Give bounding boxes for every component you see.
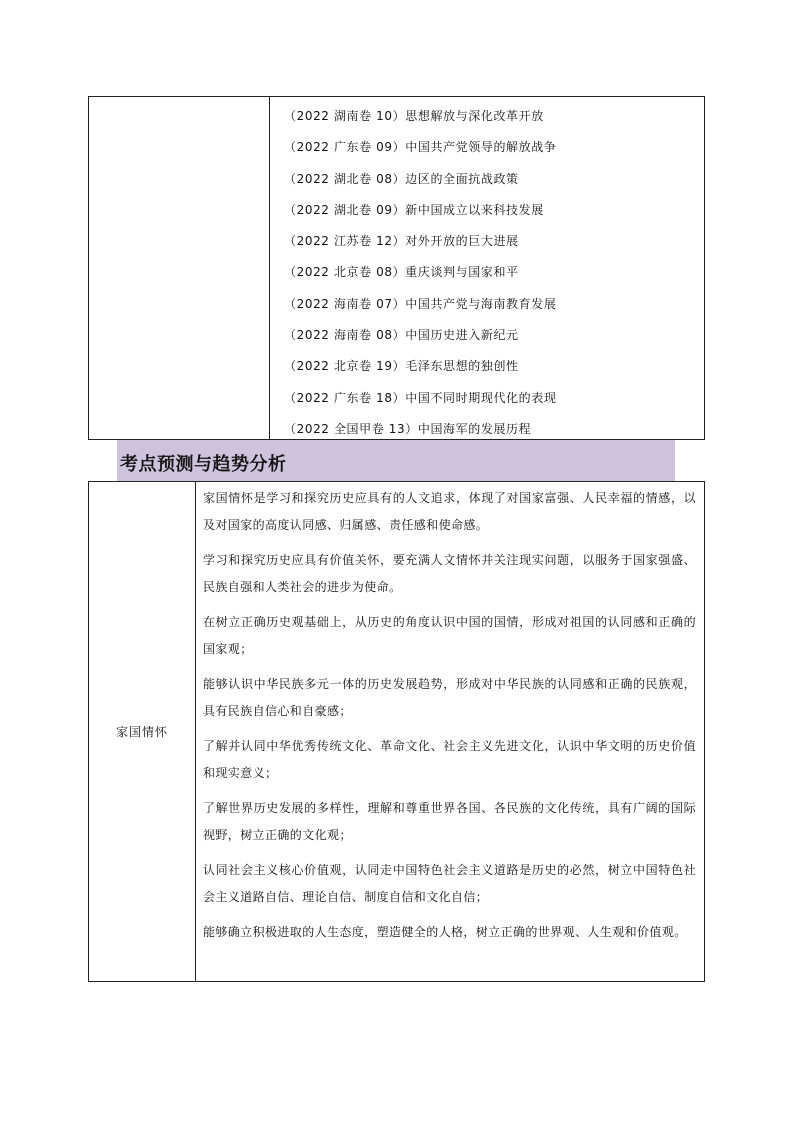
exam-item: （2022 广东卷 18）中国不同时期现代化的表现 <box>284 390 557 405</box>
exam-list-cell <box>270 97 704 439</box>
literacy-paragraph: 了解世界历史发展的多样性，理解和尊重世界各国、各民族的文化传统，具有广阔的国际视野，树立正确的文化观； <box>203 801 696 842</box>
literacy-table <box>88 481 705 982</box>
exam-item: （2022 湖南卷 10）思想解放与深化改革开放 <box>284 109 544 123</box>
literacy-paragraph: 学习和探究历史应具有价值关怀，要充满人文情怀并关注现实问题，以服务于国家强盛、民族自强和人类社会的进步为使命。 <box>203 553 696 594</box>
section-heading-bar <box>117 440 675 481</box>
exam-item: （2022 广东卷 09）中国共产党领导的解放战争 <box>284 140 557 155</box>
exam-list-table <box>88 96 705 440</box>
exam-item: （2022 全国甲卷 13）中国海军的发展历程 <box>284 421 532 436</box>
exam-item: （2022 江苏卷 12）对外开放的巨大进展 <box>284 234 519 249</box>
exam-item: （2022 海南卷 07）中国共产党与海南教育发展 <box>284 296 557 311</box>
section-title: 考点预测与趋势分析 <box>120 454 287 475</box>
literacy-paragraph: 了解并认同中华优秀传统文化、革命文化、社会主义先进文化，认识中华文明的历史价值和现实意义； <box>203 739 696 780</box>
exam-item: （2022 湖北卷 09）新中国成立以来科技发展 <box>284 202 544 217</box>
exam-item: （2022 海南卷 08）中国历史进入新纪元 <box>284 328 519 343</box>
exam-item: （2022 湖北卷 08）边区的全面抗战政策 <box>284 171 519 186</box>
literacy-content <box>196 482 704 981</box>
exam-item: （2022 北京卷 19）毛泽东思想的独创性 <box>284 359 519 374</box>
literacy-label: 家国情怀 <box>89 482 196 981</box>
literacy-paragraph: 在树立正确历史观基础上，从历史的角度认识中国的国情，形成对祖国的认同感和正确的国家观； <box>203 615 696 656</box>
literacy-paragraph: 能够确立积极进取的人生态度，塑造健全的人格，树立正确的世界观、人生观和价值观。 <box>203 925 687 939</box>
literacy-paragraph: 能够认识中华民族多元一体的历史发展趋势，形成对中华民族的认同感和正确的民族观，具有民族自信心和自豪感； <box>203 677 696 718</box>
literacy-paragraph: 家国情怀是学习和探究历史应具有的人文追求，体现了对国家富强、人民幸福的情感，以及对国家的高度认同感、归属感、责任感和使命感。 <box>203 491 696 532</box>
exam-item: （2022 北京卷 08）重庆谈判与国家和平 <box>284 265 519 280</box>
literacy-paragraph: 认同社会主义核心价值观，认同走中国特色社会主义道路是历史的必然，树立中国特色社会主义道路自信、理论自信、制度自信和文化自信； <box>203 863 696 904</box>
empty-label-cell <box>89 97 270 439</box>
